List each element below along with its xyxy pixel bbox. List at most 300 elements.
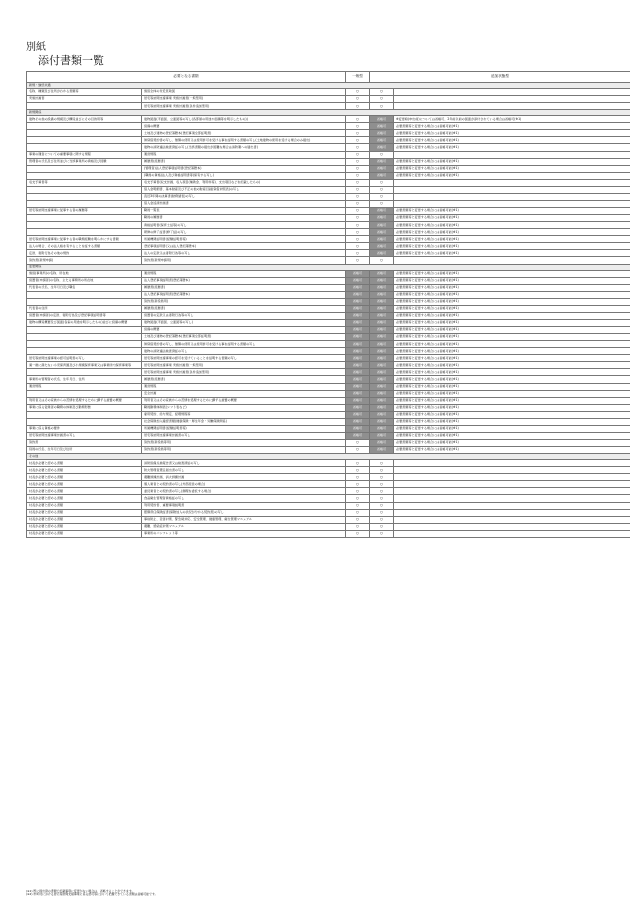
- table-row: [27, 186, 630, 193]
- additional-cell: 省略可: [370, 376, 394, 383]
- item-cell: 施設(事業所)の名称、所在地: [27, 270, 142, 277]
- additional-cell: 省略可: [370, 144, 394, 151]
- general-cell: ○: [346, 172, 370, 179]
- additional-cell: 省略可: [370, 137, 394, 144]
- note-cell: 必要書類等と変更する場合には省略可能(※1): [394, 447, 630, 454]
- item-cell: 定款、寄附行為その他の規約: [27, 250, 142, 257]
- general-cell: 省略可: [346, 298, 370, 305]
- document-cell: 食品衛生管理者資格証の写し: [142, 495, 346, 502]
- additional-cell: 省略可: [370, 250, 394, 257]
- general-cell: 省略可: [346, 376, 370, 383]
- document-cell: 居宅等訪問支援事業 実施計画書(一般型用): [142, 96, 346, 103]
- document-cell: 誓約書(新役員等用): [142, 447, 346, 454]
- note-cell: 必要書類等と変更する場合には省略可能(※1): [394, 376, 630, 383]
- note-cell: 必要書類等と変更する場合には省略可能(※1): [394, 236, 630, 243]
- table-row: [27, 418, 630, 425]
- table-row: [27, 277, 630, 284]
- additional-cell: ○: [370, 516, 394, 523]
- note-cell: [394, 179, 630, 186]
- general-cell: ○: [346, 89, 370, 96]
- item-cell: 実施計画書: [27, 96, 142, 103]
- additional-cell: ○: [370, 179, 394, 186]
- table-row: [27, 312, 630, 319]
- table-row: [27, 236, 630, 243]
- general-cell: ○: [346, 144, 370, 151]
- additional-cell: 省略可: [370, 362, 394, 369]
- document-cell: 設置者の定款又は寄附行為等の写し: [142, 312, 346, 319]
- table-row: [27, 341, 630, 348]
- note-cell: 必要書類等と変更する場合には省略可能(※1): [394, 291, 630, 298]
- item-cell: 居宅等訪問支援事業計画書の写し: [27, 432, 142, 439]
- note-cell: [394, 523, 630, 530]
- table-row: [27, 516, 630, 523]
- document-cell: 個人業者との契約書の写し(外部経営の場合): [142, 481, 346, 488]
- additional-cell: ○: [370, 481, 394, 488]
- general-cell: 省略可: [346, 327, 370, 334]
- note-cell: 必要書類等と変更する場合には省略可能(※1): [394, 341, 630, 348]
- general-cell: ○: [346, 243, 370, 250]
- item-cell: 設置者(申請者)の定款、寄附行為及び登記事項証明書等: [27, 312, 142, 319]
- note-cell: 必要書類等と変更する場合には省略可能(※1): [394, 123, 630, 130]
- document-cell: 賃貸借契約書の写し、無償の使用又は使用許可を受ける事を証明する書類の写し: [142, 341, 346, 348]
- table-row: [27, 222, 630, 229]
- table-row: [27, 298, 630, 305]
- item-cell: 建物その他の設備の規模及び構造並びにその目的用等: [27, 116, 142, 123]
- document-cell: 委託業者との契約書の写し(調理を委託する場合): [142, 488, 346, 495]
- general-cell: ○: [346, 208, 370, 215]
- item-cell: [27, 222, 142, 229]
- general-cell: ○: [346, 509, 370, 516]
- additional-cell: 省略可: [370, 116, 394, 123]
- table-row: [27, 523, 630, 530]
- note-cell: 必要書類等と変更する場合には省略可能(※1): [394, 158, 630, 165]
- general-cell: ○: [346, 151, 370, 158]
- item-cell: 誓約書(新規申請): [27, 257, 142, 264]
- table-row: [27, 383, 630, 390]
- note-cell: 必要書類等と変更する場合には省略可能(※1): [394, 144, 630, 151]
- note-cell: [394, 200, 630, 207]
- note-cell: 必要書類等と変更する場合には省略可能(※1): [394, 411, 630, 418]
- document-cell: 事業所のパンフレット等: [142, 530, 346, 537]
- table-row: [27, 130, 630, 137]
- item-cell: [27, 193, 142, 200]
- document-cell: 建物図面(平面図、立面図等の写し): [142, 319, 346, 326]
- general-cell: 省略可: [346, 369, 370, 376]
- note-cell: 必要書類等と変更する場合には省略可能(※1): [394, 397, 630, 404]
- table-row: [27, 116, 630, 123]
- additional-cell: ○: [370, 502, 394, 509]
- note-cell: 必要書類等と変更する場合には省略可能(※1): [394, 208, 630, 215]
- note-cell: 必要書類等と変更する場合には省略可能(※1): [394, 334, 630, 341]
- general-cell: ○: [346, 103, 370, 110]
- additional-cell: ○: [370, 193, 394, 200]
- note-cell: 必要書類等と変更する場合には省略可能(※1): [394, 312, 630, 319]
- table-row: [27, 319, 630, 326]
- table-row: [27, 440, 630, 447]
- note-cell: 必要書類等と変更する場合には省略可能(※1): [394, 355, 630, 362]
- table-row: [27, 348, 630, 355]
- header-additional: 追加状態型: [370, 72, 630, 83]
- note-cell: [394, 474, 630, 481]
- additional-cell: 省略可: [370, 369, 394, 376]
- note-cell: [394, 96, 630, 103]
- additional-cell: 省略可: [370, 319, 394, 326]
- document-cell: 借入金返済計画書: [142, 200, 346, 207]
- additional-cell: 省略可: [370, 130, 394, 137]
- document-cell: 雇用契約、給与規定、経理規程等: [142, 411, 346, 418]
- additional-cell: 省略可: [370, 208, 394, 215]
- table-row: [27, 376, 630, 383]
- additional-cell: 省略可: [370, 123, 394, 130]
- note-cell: 必要書類等と変更する場合には省略可能(※1): [394, 319, 630, 326]
- general-cell: ○: [346, 215, 370, 222]
- item-cell: 名称、種類及び住所がわかる書類等: [27, 89, 142, 96]
- general-cell: ○: [346, 165, 370, 172]
- general-cell: ○: [346, 130, 370, 137]
- note-cell: [394, 89, 630, 96]
- note-cell: [394, 193, 630, 200]
- additional-cell: ○: [370, 509, 394, 516]
- table-row: [27, 390, 630, 397]
- note-cell: ※変更時(申出前)については省略可、2年前以前の図面が添付されている場合は省略可(※1): [394, 116, 630, 123]
- document-cell: 誓約書(新規申請用): [142, 257, 346, 264]
- additional-cell: 省略可: [370, 397, 394, 404]
- general-cell: ○: [346, 229, 370, 236]
- document-cell: 資格証明書(保育士証等)の写し: [142, 222, 346, 229]
- note-cell: 必要書類等と変更する場合には省略可能(※1): [394, 440, 630, 447]
- note-cell: [394, 103, 630, 110]
- note-cell: [394, 530, 630, 537]
- item-cell: [27, 215, 142, 222]
- note-cell: [394, 467, 630, 474]
- document-cell: 居宅等訪問支援事業 実施計画書(条件追加型用): [142, 103, 346, 110]
- additional-cell: 省略可: [370, 284, 394, 291]
- document-cell: 防火管理者選任届出書の写し: [142, 467, 346, 474]
- document-cell: 運営規程: [142, 383, 346, 390]
- note-cell: 必要書類等と変更する場合には省略可能(※1): [394, 172, 630, 179]
- table-row: [27, 495, 630, 502]
- item-cell: [27, 334, 142, 341]
- item-cell: 居宅等訪問支援事業に従事する者の履歴等: [27, 208, 142, 215]
- document-cell: 設備の概要: [142, 123, 346, 130]
- note-cell: 必要書類等と変更する場合には省略可能(※1): [394, 165, 630, 172]
- table-row: [27, 362, 630, 369]
- document-cell: 利用者又はその家族からの苦情を処理するために講ずる措置の概要: [142, 397, 346, 404]
- general-cell: 省略可: [346, 319, 370, 326]
- additional-cell: 省略可: [370, 222, 394, 229]
- general-cell: ○: [346, 460, 370, 467]
- item-cell: 収支予算書等: [27, 179, 142, 186]
- document-cell: 社会保険加入確認書類(健康保険・厚生年金・労働保険関係): [142, 418, 346, 425]
- table-row: [27, 502, 630, 509]
- document-cell: 誓約書(新役員等用): [142, 440, 346, 447]
- item-cell: [27, 341, 142, 348]
- item-cell: 事業に係る従業者の職務の体制及び勤務形態: [27, 404, 142, 411]
- item-cell: 建物の構造概要及び図面(各室の用途を明示したもの)並びに設備の概要: [27, 319, 142, 326]
- additional-cell: 省略可: [370, 270, 394, 277]
- note-cell: 必要書類等と変更する場合には省略可能(※1): [394, 404, 630, 411]
- item-cell: [27, 144, 142, 151]
- item-cell: [27, 186, 142, 193]
- general-cell: ○: [346, 236, 370, 243]
- note-cell: 必要書類等と変更する場合には省略可能(※1): [394, 137, 630, 144]
- note-cell: 必要書類等と変更する場合には省略可能(※1): [394, 277, 630, 284]
- additional-cell: ○: [370, 257, 394, 264]
- note-cell: [394, 460, 630, 467]
- item-cell: [27, 165, 142, 172]
- general-cell: ○: [346, 158, 370, 165]
- document-cell: 事故防止、災害対策、緊急時対応、安全管理、健康管理、衛生管理マニュアル: [142, 516, 346, 523]
- item-cell: 代表者の住所: [27, 305, 142, 312]
- table-row: [27, 411, 630, 418]
- note-cell: 必要書類等と変更する場合には省略可能(※1): [394, 425, 630, 432]
- document-cell: 運営規程: [142, 270, 346, 277]
- general-cell: ○: [346, 137, 370, 144]
- document-cell: 運営規程: [142, 151, 346, 158]
- document-cell: 居宅等訪問支援事業計画書の写し: [142, 432, 346, 439]
- additional-cell: 省略可: [370, 243, 394, 250]
- item-cell: [27, 200, 142, 207]
- general-cell: 省略可: [346, 270, 370, 277]
- item-cell: 村長が必要と認める書類: [27, 516, 142, 523]
- general-cell: ○: [346, 123, 370, 130]
- item-cell: 利用者又はその家族からの苦情を処理するために講ずる措置の概要: [27, 397, 142, 404]
- table-row: [27, 397, 630, 404]
- table-row: [27, 327, 630, 334]
- document-cell: 所属機関証明書(経験証明書等): [142, 425, 346, 432]
- item-cell: [27, 390, 142, 397]
- table-row: [27, 137, 630, 144]
- general-cell: ○: [346, 474, 370, 481]
- document-cell: 避難訓練計画、消火訓練計画: [142, 474, 346, 481]
- table-row: [27, 250, 630, 257]
- general-cell: 省略可: [346, 404, 370, 411]
- additional-cell: 省略可: [370, 334, 394, 341]
- additional-cell: 省略可: [370, 341, 394, 348]
- general-cell: ○: [346, 530, 370, 537]
- item-cell: 運営規程: [27, 383, 142, 390]
- note-cell: [394, 509, 630, 516]
- general-cell: ○: [346, 116, 370, 123]
- note-cell: 必要書類等と変更する場合には省略可能(※1): [394, 250, 630, 257]
- general-cell: ○: [346, 200, 370, 207]
- item-cell: [27, 123, 142, 130]
- additional-cell: 省略可: [370, 418, 394, 425]
- general-cell: 省略可: [346, 355, 370, 362]
- general-cell: ○: [346, 495, 370, 502]
- item-cell: 村長が必要と認める書類: [27, 495, 142, 502]
- note-cell: 必要書類等と変更する場合には省略可能(※1): [394, 130, 630, 137]
- general-cell: ○: [346, 523, 370, 530]
- additional-cell: 省略可: [370, 432, 394, 439]
- additional-cell: 省略可: [370, 383, 394, 390]
- additional-cell: 省略可: [370, 348, 394, 355]
- document-cell: 建物図面(平面図、立面図等の写し(各部屋の用途や面積等を明示したもの)): [142, 116, 346, 123]
- attachment-table: [26, 71, 630, 538]
- document-cell: 居宅等訪問支援事業 実施計画書(一般型用): [142, 362, 346, 369]
- table-row: [27, 291, 630, 298]
- table-row: [27, 509, 630, 516]
- general-cell: ○: [346, 186, 370, 193]
- note-cell: 必要書類等と変更する場合には省略可能(※1): [394, 284, 630, 291]
- additional-cell: 省略可: [370, 291, 394, 298]
- additional-cell: ○: [370, 151, 394, 158]
- document-cell: (職員の資格)法人及び資格証明書等(保有する写し): [142, 172, 346, 179]
- general-cell: ○: [346, 250, 370, 257]
- document-cell: 避難、感染症対策マニュアル: [142, 523, 346, 530]
- additional-cell: 省略可: [370, 165, 394, 172]
- table-row: [27, 215, 630, 222]
- general-cell: 省略可: [346, 312, 370, 319]
- additional-cell: 省略可: [370, 229, 394, 236]
- general-cell: ○: [346, 440, 370, 447]
- document-cell: 設備の概要: [142, 327, 346, 334]
- item-cell: 村長が必要と認める書類: [27, 530, 142, 537]
- note-cell: 必要書類等と変更する場合には省略可能(※1): [394, 390, 630, 397]
- table-row: [27, 229, 630, 236]
- document-cell: 誓約書(新役員用): [142, 298, 346, 305]
- document-cell: 施設全体の付近見取図: [142, 89, 346, 96]
- general-cell: 省略可: [346, 418, 370, 425]
- item-cell: 村長が必要と認める書類: [27, 523, 142, 530]
- document-cell: (管理者)法人登記事項証明書(登記簿謄本): [142, 165, 346, 172]
- section-title: 変更関係: [27, 264, 630, 270]
- general-cell: 省略可: [346, 305, 370, 312]
- additional-cell: ○: [370, 186, 394, 193]
- additional-cell: 省略可: [370, 236, 394, 243]
- item-cell: [27, 291, 142, 298]
- general-cell: ○: [346, 502, 370, 509]
- item-cell: 村長が必要と認める書類: [27, 467, 142, 474]
- additional-cell: ○: [370, 474, 394, 481]
- general-cell: 省略可: [346, 341, 370, 348]
- document-cell: 賃貸借契約書の写し、無償の使用又は使用許可を受ける事を証明する書類の写し(土地建物の使用を受ける場合のみ提出): [142, 137, 346, 144]
- additional-cell: ○: [370, 530, 394, 537]
- note-cell: [394, 502, 630, 509]
- general-cell: ○: [346, 257, 370, 264]
- note-cell: 必要書類等と変更する場合には省略可能(※1): [394, 432, 630, 439]
- table-row: [27, 243, 630, 250]
- item-cell: 役員の氏名、生年月日及び住所: [27, 447, 142, 454]
- general-cell: ○: [346, 516, 370, 523]
- document-cell: 履歴書(経歴書): [142, 284, 346, 291]
- additional-cell: 省略可: [370, 425, 394, 432]
- document-cell: 直近3年間の決算書(財務諸表)の写し: [142, 193, 346, 200]
- general-cell: 省略可: [346, 390, 370, 397]
- general-cell: ○: [346, 467, 370, 474]
- note-cell: 必要書類等と変更する場合には省略可能(※1): [394, 298, 630, 305]
- table-row: [27, 369, 630, 376]
- note-cell: [394, 257, 630, 264]
- item-cell: 誓約書: [27, 440, 142, 447]
- document-cell: 利用契約書、重要事項説明書: [142, 502, 346, 509]
- footnote: (※1) 既に提出済の書類で記載事項に変更がない場合は、省略することができます。: [26, 889, 135, 893]
- general-cell: ○: [346, 96, 370, 103]
- table-row: [27, 425, 630, 432]
- note-cell: 必要書類等と変更する場合には省略可能(※1): [394, 222, 630, 229]
- general-cell: 省略可: [346, 291, 370, 298]
- table-row: [27, 200, 630, 207]
- note-cell: [394, 151, 630, 158]
- document-cell: 賠償責任保険証書(保険加入の状況が分かる契約書)の写し: [142, 509, 346, 516]
- document-cell: 収支予算書(収支計画、収入項目(補助金、利用料等)、支出項目などを記載したもの): [142, 179, 346, 186]
- document-cell: 安全計画: [142, 390, 346, 397]
- general-cell: 省略可: [346, 362, 370, 369]
- note-cell: 必要書類等と変更する場合には省略可能(※1): [394, 327, 630, 334]
- item-cell: 管理者の氏名及び住所並びに当該事業所の資格及び経験: [27, 158, 142, 165]
- item-cell: 村長が必要と認める書類: [27, 509, 142, 516]
- item-cell: 村長が必要と認める書類: [27, 481, 142, 488]
- note-cell: [394, 488, 630, 495]
- additional-cell: 省略可: [370, 215, 394, 222]
- item-cell: 事業に係る資格の要件: [27, 425, 142, 432]
- document-cell: 法人の定款又は寄附行為等の写し: [142, 250, 346, 257]
- additional-cell: ○: [370, 488, 394, 495]
- general-cell: ○: [346, 179, 370, 186]
- note-cell: 必要書類等と変更する場合には省略可能(※1): [394, 369, 630, 376]
- item-cell: [27, 229, 142, 236]
- additional-cell: ○: [370, 103, 394, 110]
- table-row: [27, 481, 630, 488]
- item-cell: 居宅等訪問支援事業の認可証明書の写し: [27, 355, 142, 362]
- item-cell: [27, 348, 142, 355]
- table-row: [27, 270, 630, 277]
- document-cell: 土地及び建物の登記簿謄本(登記事項全部証明書): [142, 130, 346, 137]
- note-cell: 必要書類等と変更する場合には省略可能(※1): [394, 229, 630, 236]
- item-cell: [27, 172, 142, 179]
- table-row: [27, 447, 630, 454]
- document-cell: 建物の消防適法検査済証の写し: [142, 348, 346, 355]
- note-cell: 必要書類等と変更する場合には省略可能(※1): [394, 362, 630, 369]
- table-row: [27, 467, 630, 474]
- note-cell: [394, 495, 630, 502]
- document-cell: 研修の修了証書(修了証)の写し: [142, 229, 346, 236]
- table-row: [27, 404, 630, 411]
- note-cell: 必要書類等と変更する場合には省略可能(※1): [394, 383, 630, 390]
- additional-cell: 省略可: [370, 440, 394, 447]
- table-row: [27, 432, 630, 439]
- general-cell: 省略可: [346, 411, 370, 418]
- document-cell: 所属機関証明書(経験証明書等): [142, 236, 346, 243]
- section-title: その他: [27, 454, 630, 460]
- table-row: [27, 305, 630, 312]
- table-row: [27, 158, 630, 165]
- general-cell: ○: [346, 222, 370, 229]
- item-cell: 満一歳に満たない小児保育園及び小規模保育事業又は事業所内保育事業等: [27, 362, 142, 369]
- additional-cell: ○: [370, 96, 394, 103]
- item-cell: [27, 298, 142, 305]
- additional-cell: 省略可: [370, 305, 394, 312]
- table-row: [27, 165, 630, 172]
- table-row: [27, 474, 630, 481]
- general-cell: ○: [346, 447, 370, 454]
- additional-cell: 省略可: [370, 158, 394, 165]
- general-cell: 省略可: [346, 397, 370, 404]
- additional-cell: ○: [370, 200, 394, 207]
- additional-cell: ○: [370, 495, 394, 502]
- table-row: [27, 103, 630, 110]
- item-cell: [27, 103, 142, 110]
- table-row: [27, 355, 630, 362]
- table-row: [27, 257, 630, 264]
- general-cell: 省略可: [346, 348, 370, 355]
- table-row: [27, 123, 630, 130]
- additional-cell: ○: [370, 523, 394, 530]
- table-row: [27, 96, 630, 103]
- item-cell: 居宅等訪問支援事業に従事する者の職務経験を明らかにする書類: [27, 236, 142, 243]
- item-cell: 法人の場合、その法人格を有することを証する書類: [27, 243, 142, 250]
- item-cell: 村長が必要と認める書類: [27, 460, 142, 467]
